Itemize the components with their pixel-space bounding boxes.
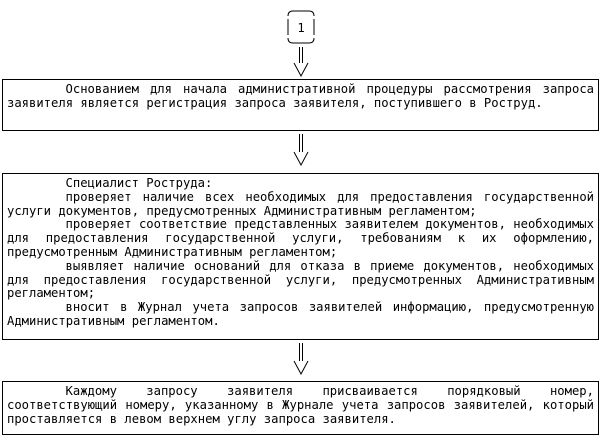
down-arrow-icon [293,134,309,166]
down-arrow-icon [293,47,309,77]
specialist-actions-block [2,173,599,340]
down-arrow-icon [293,343,309,375]
numbering-block [2,381,599,435]
action-item-refusal-grounds: выявляет наличие оснований для отказа в приеме документов, необходимых для предоставления государственной услуги, предусмотренных Административным регламентом; [7,258,594,301]
numbering-text: Каждому запросу заявителя присваивается порядковый номер, соответствующий номеру, указанному в Журнале учета запросов заявителей, который проставляется в левом верхнем углу запроса заявителя. [7,384,594,426]
action-item-check-documents: проверяет наличие всех необходимых для предоставления государственной услуги документов, предусмотренных Административным регламентом; [7,189,594,218]
step-marker [284,7,318,47]
procedure-start-text: Основанием для начала административной процедуры рассмотрения запроса заявителя является регистрация запроса заявителя, поступившего в Роструд. [7,82,594,110]
action-item-journal-entry: вносит в Журнал учета запросов заявителей информацию, предусмотренную Административным регламентом. [7,300,594,328]
specialist-heading: Специалист Роструда: [65,176,213,190]
step-number: 1 [297,21,305,35]
procedure-start-block [2,79,599,131]
action-item-check-compliance: проверяет соответствие представленных заявителем документов, необходимых для предоставления государственной услуги, требованиям к их оформлению, предусмотренным Административным регламентом; [7,217,594,259]
